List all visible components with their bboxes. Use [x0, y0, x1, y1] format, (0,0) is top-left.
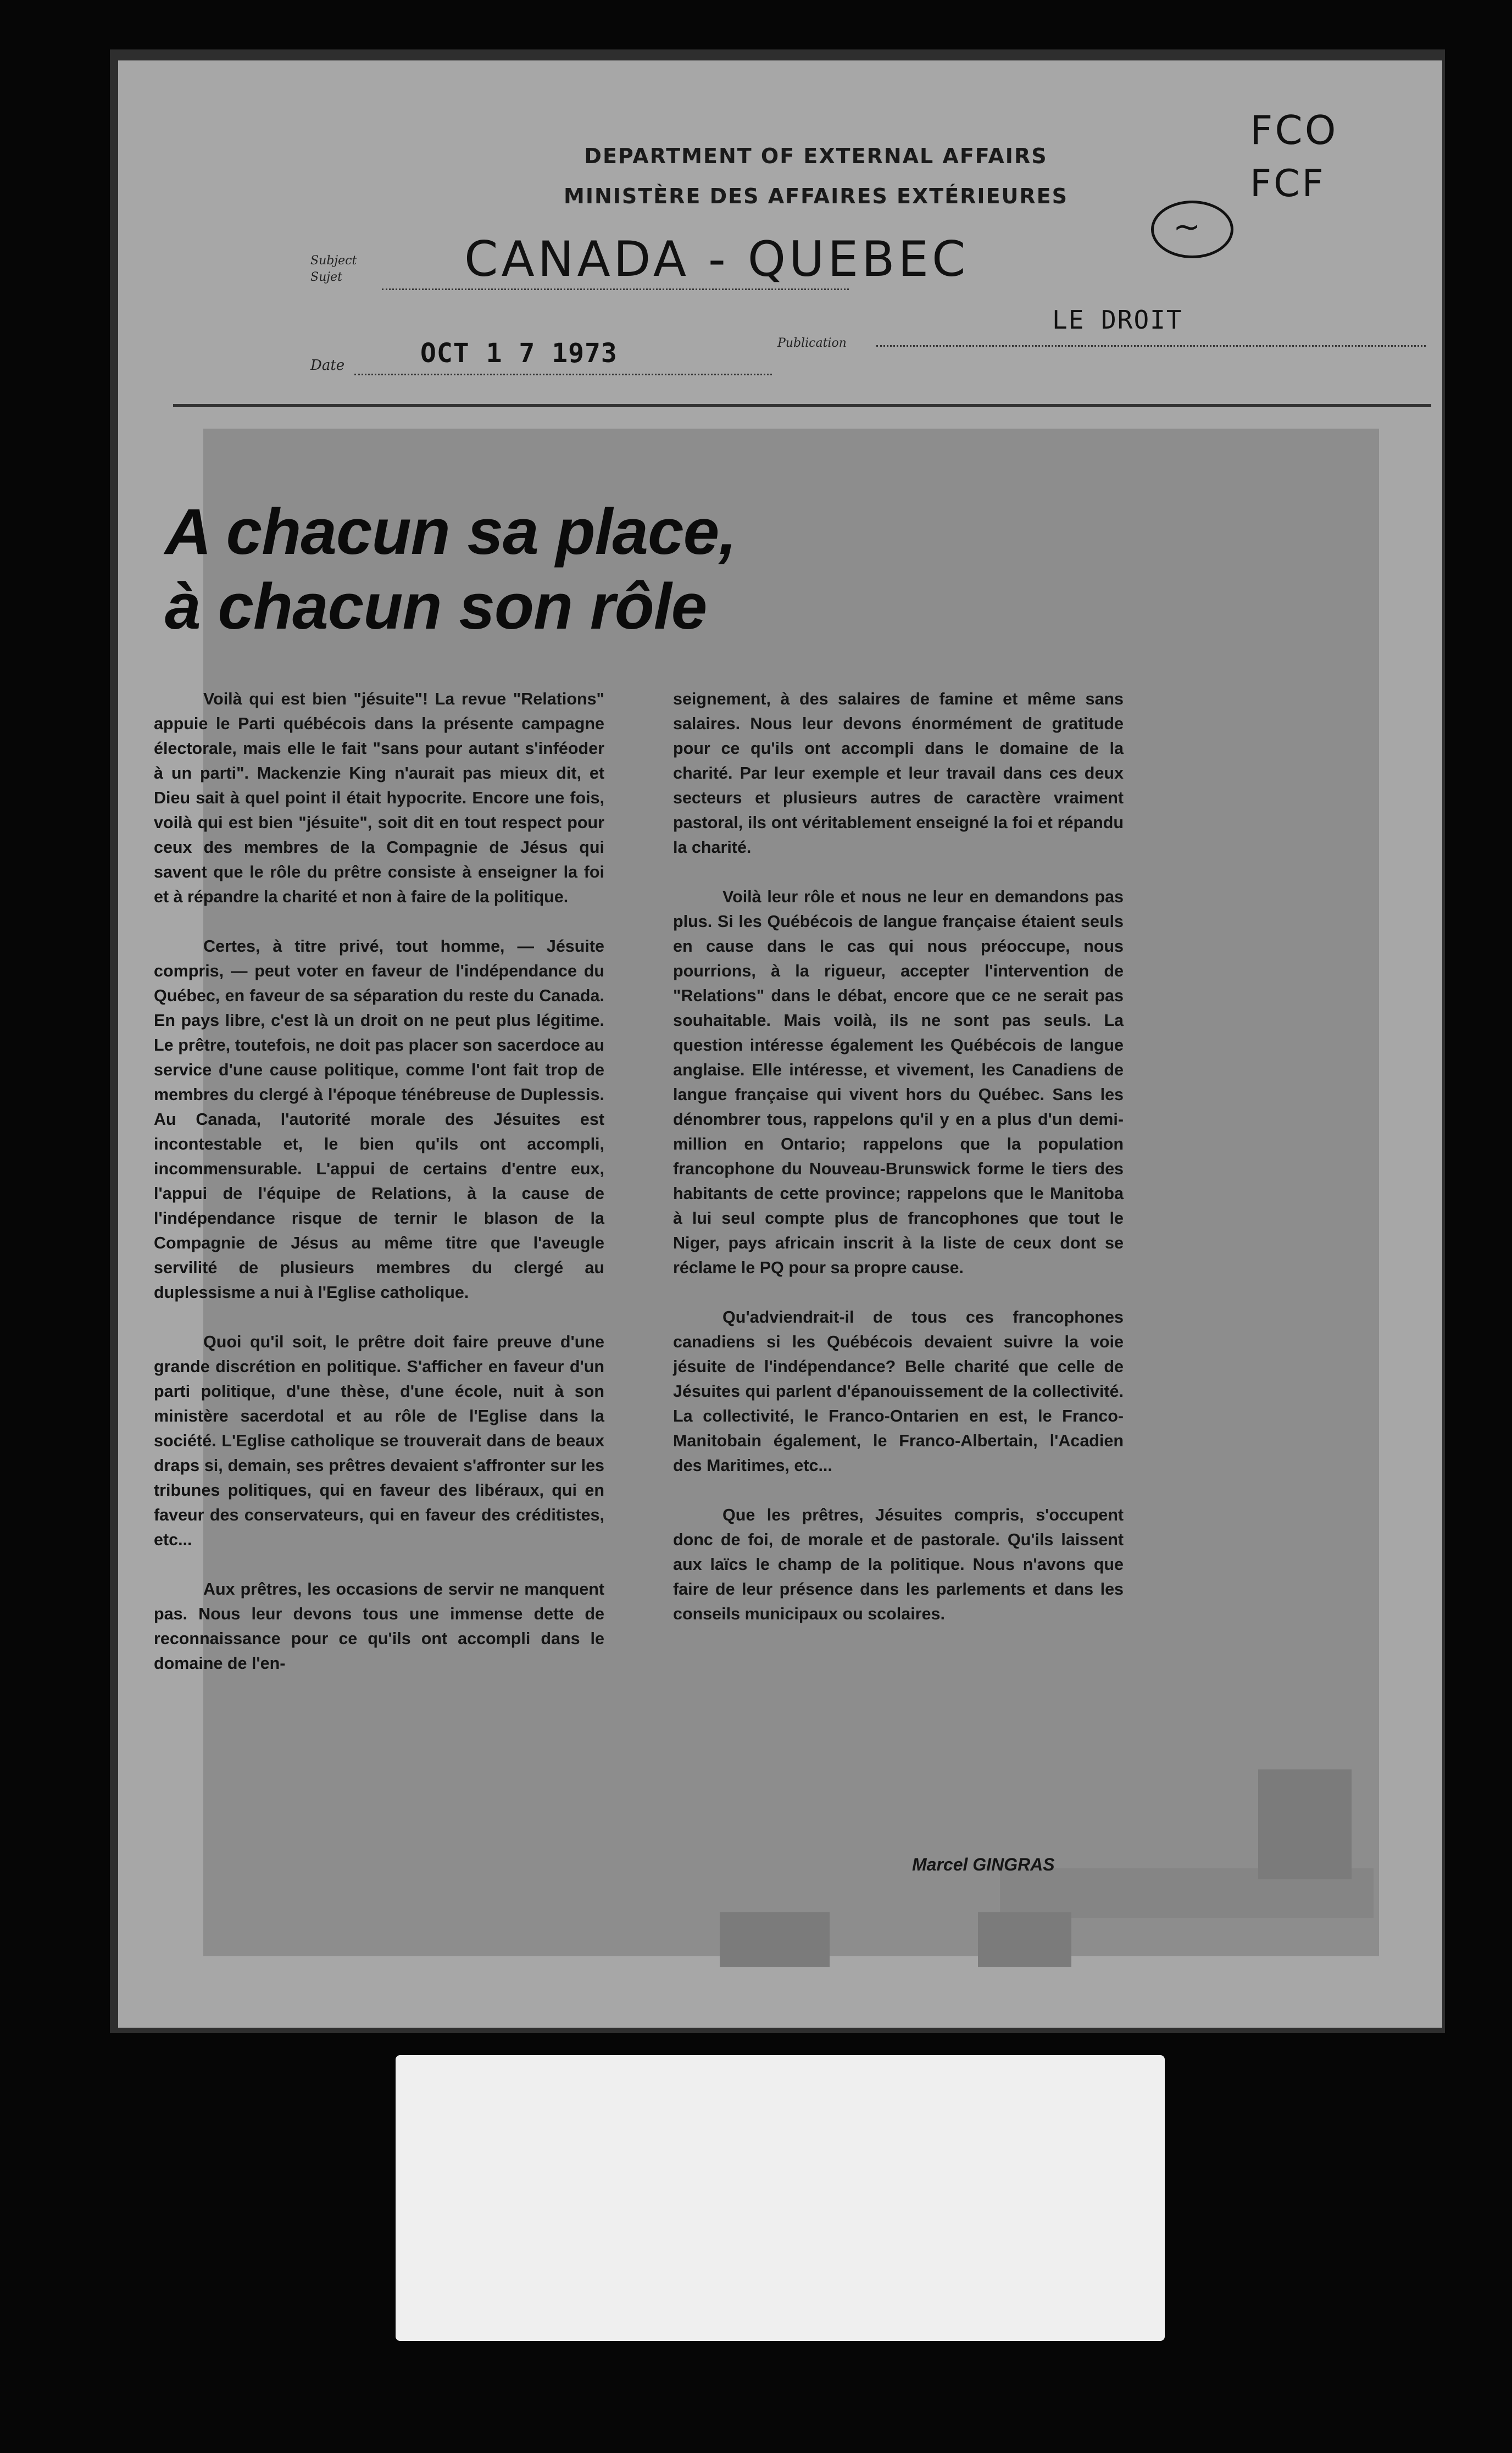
blank-card — [396, 2055, 1165, 2341]
publication-line — [876, 345, 1426, 347]
handwritten-annotation-fcf: FCF — [1250, 162, 1326, 206]
form-header — [118, 60, 1442, 412]
article-paragraph: seignement, à des salaires de famine et même sans salaires. Nous leur devons énormément de gratitude pour ce qu'ils ont accompli dans le domaine de la charité. Par leur exemple et leur travail dans ces deux secteurs et plusieurs autres de caractère vraiment pastoral, ils ont véritablement enseigné la foi et répandu la charité. — [673, 690, 1124, 857]
tape-strip — [978, 1912, 1071, 1967]
header-rule — [173, 404, 1431, 407]
subject-label-fr: Sujet — [310, 270, 342, 284]
article-paragraph: Voilà leur rôle et nous ne leur en demandons pas plus. Si les Québécois de langue française étaient seuls en cause dans le cas qui nous préoccupe, nous pourrions, à la rigueur, accepter l'intervention de "Relations" dans le débat, encore que ce ne serait pas souhaitable. Mais voilà, ils ne sont pas seuls. La question intéresse également les Québécois de langue anglaise. Elle intéresse, et vivement, les Canadiens de langue française qui vivent hors du Québec. Sans les dénombrer tous, rappelons qu'il y en a plus d'un demi-million en Ontario; rappelons que la population francophone du Nouveau-Brunswick forme le tiers des habitants de cette province; rappelons que le Manitoba à lui seul compte plus de francophones que tout le Niger, pays africain inscrit à la liste de ceux dont se réclame le PQ pour sa propre cause. — [673, 887, 1124, 1277]
circled-mark-symbol: ~ — [1173, 208, 1201, 246]
article-paragraph: Que les prêtres, Jésuites compris, s'occupent donc de foi, de morale et de pastorale. Qu'ils laissent aux laïcs le champ de la politique. Nous n'avons que faire de leur présence dans les parlements et dans les conseils municipaux ou scolaires. — [673, 1506, 1124, 1623]
date-stamp: OCT 1 7 1973 — [420, 338, 618, 369]
date-label: Date — [310, 357, 345, 374]
department-name-fr: MINISTÈRE DES AFFAIRES EXTÉRIEURES — [564, 184, 1068, 208]
headline-line-2: à chacun son rôle — [165, 570, 707, 643]
publication-value: LE DROIT — [1052, 305, 1183, 335]
article-paragraph: Certes, à titre privé, tout homme, — Jésuite compris, — peut voter en faveur de l'indépendance du Québec, en faveur de sa séparation du reste du Canada. En pays libre, c'est là un droit on ne peut plus légitime. Le prêtre, toutefois, ne doit pas placer son sacerdoce au service d'une cause politique, comme l'ont fait trop de membres du clergé à l'époque ténébreuse de Duplessis. Au Canada, l'autorité morale des Jésuites est incontestable et, le bien qu'ils ont accompli, incommensurable. L'appui de certains d'entre eux, l'appui de l'équipe de Relations, à la cause de l'indépendance risque de ternir le blason de la Compagnie de Jésus au même titre que l'aveugle servilité de plusieurs membres du clergé au duplessisme a nui à l'Eglise catholique. — [154, 937, 604, 1302]
headline-line-1: A chacun sa place, — [165, 496, 737, 568]
article-paragraph: Aux prêtres, les occasions de servir ne manquent pas. Nous leur devons tous une immense dette de reconnaissance pour ce qu'ils ont accompli dans le domaine de l'en- — [154, 1580, 604, 1673]
subject-line — [382, 288, 849, 290]
date-line — [354, 374, 772, 375]
tape-strip — [1258, 1769, 1352, 1879]
tape-strip — [720, 1912, 830, 1967]
publication-label: Publication — [777, 336, 847, 350]
subject-label-en: Subject — [310, 254, 357, 268]
handwritten-annotation-fco: FCO — [1250, 107, 1338, 153]
department-name-en: DEPARTMENT OF EXTERNAL AFFAIRS — [584, 144, 1048, 168]
subject-label — [310, 253, 357, 286]
article-paragraph: Voilà qui est bien "jésuite"! La revue "Relations" appuie le Parti québécois dans la présente campagne électorale, mais elle le fait "sans pour autant s'inféoder à un parti". Mackenzie King n'aurait pas mieux dit, et Dieu sait à quel point il était hypocrite. Encore une fois, voilà qui est bien "jésuite", soit dit en tout respect pour ceux des membres de la Compagnie de Jésus qui savent que le rôle du prêtre consiste à enseigner la foi et à répandre la charité et non à faire de la politique. — [154, 690, 604, 906]
article-paragraph: Qu'adviendrait-il de tous ces francophones canadiens si les Québécois devaient suivre la voie jésuite de l'indépendance? Belle charité que celle de Jésuites qui parlent d'épanouissement de la collectivité. La collectivité, le Franco-Ontarien en est, le Franco-Manitobain également, le Franco-Albertain, l'Acadien des Maritimes, etc... — [673, 1308, 1124, 1475]
article-column-left — [154, 687, 604, 1701]
author-signature: Marcel GINGRAS — [912, 1855, 1055, 1874]
article-column-right — [673, 687, 1124, 1651]
article-paragraph: Quoi qu'il soit, le prêtre doit faire preuve d'une grande discrétion en politique. S'afficher en faveur d'un parti politique, d'une thèse, d'une école, nuit à son ministère sacerdotal et au rôle de l'Eglise dans la société. L'Eglise catholique se trouverait dans de beaux draps si, demain, ses prêtres devaient s'affronter sur les tribunes politiques, qui en faveur des libéraux, qui en faveur des conservateurs, qui en faveur des créditistes, etc... — [154, 1333, 604, 1549]
article-headline — [165, 495, 1044, 644]
subject-value: CANADA - QUEBEC — [464, 231, 969, 287]
